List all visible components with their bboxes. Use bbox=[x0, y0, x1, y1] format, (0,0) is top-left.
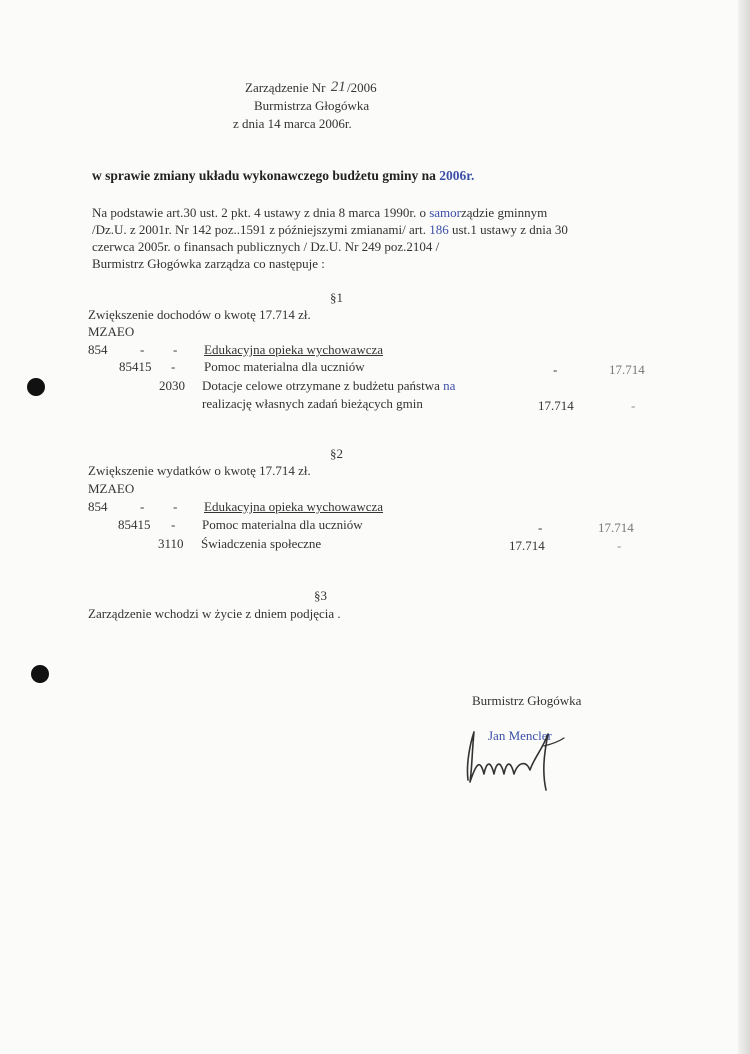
preamble-line-1-blue: samor bbox=[429, 205, 461, 220]
section-2-rozdzial-col1: - bbox=[538, 520, 543, 535]
section-1-rozdzial-col2: 17.714 bbox=[609, 362, 645, 377]
preamble-line-4: Burmistrz Głogówka zarządza co następuje : bbox=[92, 256, 325, 271]
section-2-paragraf-col1: 17.714 bbox=[509, 538, 545, 553]
section-2-dzial: 854 bbox=[88, 499, 108, 514]
section-1-title: Zwiększenie dochodów o kwotę 17.714 zł. bbox=[88, 307, 311, 322]
subject-line bbox=[92, 168, 474, 184]
section-2-rozdzial-col2: 17.714 bbox=[598, 520, 634, 535]
section-2-dzial-name: Edukacyjna opieka wychowawcza bbox=[204, 499, 384, 514]
section-2-title: Zwiększenie wydatków o kwotę 17.714 zł. bbox=[88, 463, 311, 478]
signature-name-stamp: Jan Mencler bbox=[488, 728, 552, 743]
binder-hole-bottom bbox=[31, 665, 49, 683]
section-2-dash-b: - bbox=[173, 499, 178, 514]
header-title-line bbox=[245, 80, 377, 96]
preamble-line-1-end: ządzie gminnym bbox=[461, 205, 548, 220]
section-2-paragraf: 3110 bbox=[158, 536, 184, 551]
section-1-rozdzial-dash: - bbox=[171, 359, 176, 374]
section-2-paragraf-col2: - bbox=[617, 538, 622, 553]
binder-hole-top bbox=[27, 378, 45, 396]
section-1-rozdzial: 85415 bbox=[119, 359, 152, 374]
section-2-paragraf-name: Świadczenia społeczne bbox=[201, 536, 322, 551]
section-1-dash-b: - bbox=[173, 342, 178, 357]
subject-text: w sprawie zmiany układu wykonawczego budżetu gminy na bbox=[92, 168, 436, 183]
preamble-line-2 bbox=[92, 222, 568, 238]
subject-year: 2006r. bbox=[439, 168, 475, 183]
section-2-rozdzial-dash: - bbox=[171, 517, 176, 532]
section-1-paragraf-name-1: Dotacje celowe otrzymane z budżetu państwa bbox=[202, 378, 440, 393]
page-edge-shadow bbox=[738, 0, 750, 1054]
section-2-mark: §2 bbox=[330, 446, 343, 461]
section-1-unit: MZAEO bbox=[88, 324, 135, 339]
preamble-line-3: czerwca 2005r. o finansach publicznych / Dz.U. Nr 249 poz.2104 / bbox=[92, 239, 440, 254]
section-1-rozdzial-col1: - bbox=[553, 362, 558, 377]
section-2-rozdzial-name: Pomoc materialna dla uczniów bbox=[202, 517, 363, 532]
section-3-mark: §3 bbox=[314, 588, 327, 603]
preamble-line-1 bbox=[92, 205, 547, 221]
section-2-unit: MZAEO bbox=[88, 481, 135, 496]
preamble-line-2-blue: 186 bbox=[429, 222, 449, 237]
preamble-line-2-text: /Dz.U. z 2001r. Nr 142 poz..1591 z późniejszymi zmianami/ art. bbox=[92, 222, 426, 237]
handwritten-number: 21 bbox=[330, 79, 346, 95]
preamble-line-2-end: ust.1 ustawy z dnia 30 bbox=[451, 222, 568, 237]
section-1-dzial: 854 bbox=[88, 342, 108, 357]
section-2-dash-a: - bbox=[140, 499, 145, 514]
header-date: z dnia 14 marca 2006r. bbox=[233, 116, 352, 131]
section-1-paragraf-col2: - bbox=[631, 398, 636, 413]
header-issuer: Burmistrza Głogówka bbox=[254, 98, 370, 113]
section-1-paragraf-name-2: realizację własnych zadań bieżących gmin bbox=[202, 396, 423, 411]
section-1-mark: §1 bbox=[330, 290, 343, 305]
section-1-dash-a: - bbox=[140, 342, 145, 357]
section-1-paragraf-name-1-blue: na bbox=[443, 378, 456, 393]
header-prefix: Zarządzenie Nr bbox=[245, 80, 326, 95]
handwritten-signature bbox=[460, 724, 580, 794]
section-1-rozdzial-name: Pomoc materialna dla uczniów bbox=[204, 359, 365, 374]
section-1-paragraf-col1: 17.714 bbox=[538, 398, 574, 413]
section-1-paragraf: 2030 bbox=[159, 378, 185, 393]
section-1-dzial-name: Edukacyjna opieka wychowawcza bbox=[204, 342, 384, 357]
section-3-text: Zarządzenie wchodzi w życie z dniem podjęcia . bbox=[88, 606, 341, 621]
signature-title: Burmistrz Głogówka bbox=[472, 693, 582, 708]
header-suffix: /2006 bbox=[346, 80, 377, 95]
section-2-rozdzial: 85415 bbox=[118, 517, 151, 532]
section-1-paragraf-name-line-1 bbox=[202, 378, 455, 394]
preamble-line-1-text: Na podstawie art.30 ust. 2 pkt. 4 ustawy z dnia 8 marca 1990r. o bbox=[92, 205, 426, 220]
